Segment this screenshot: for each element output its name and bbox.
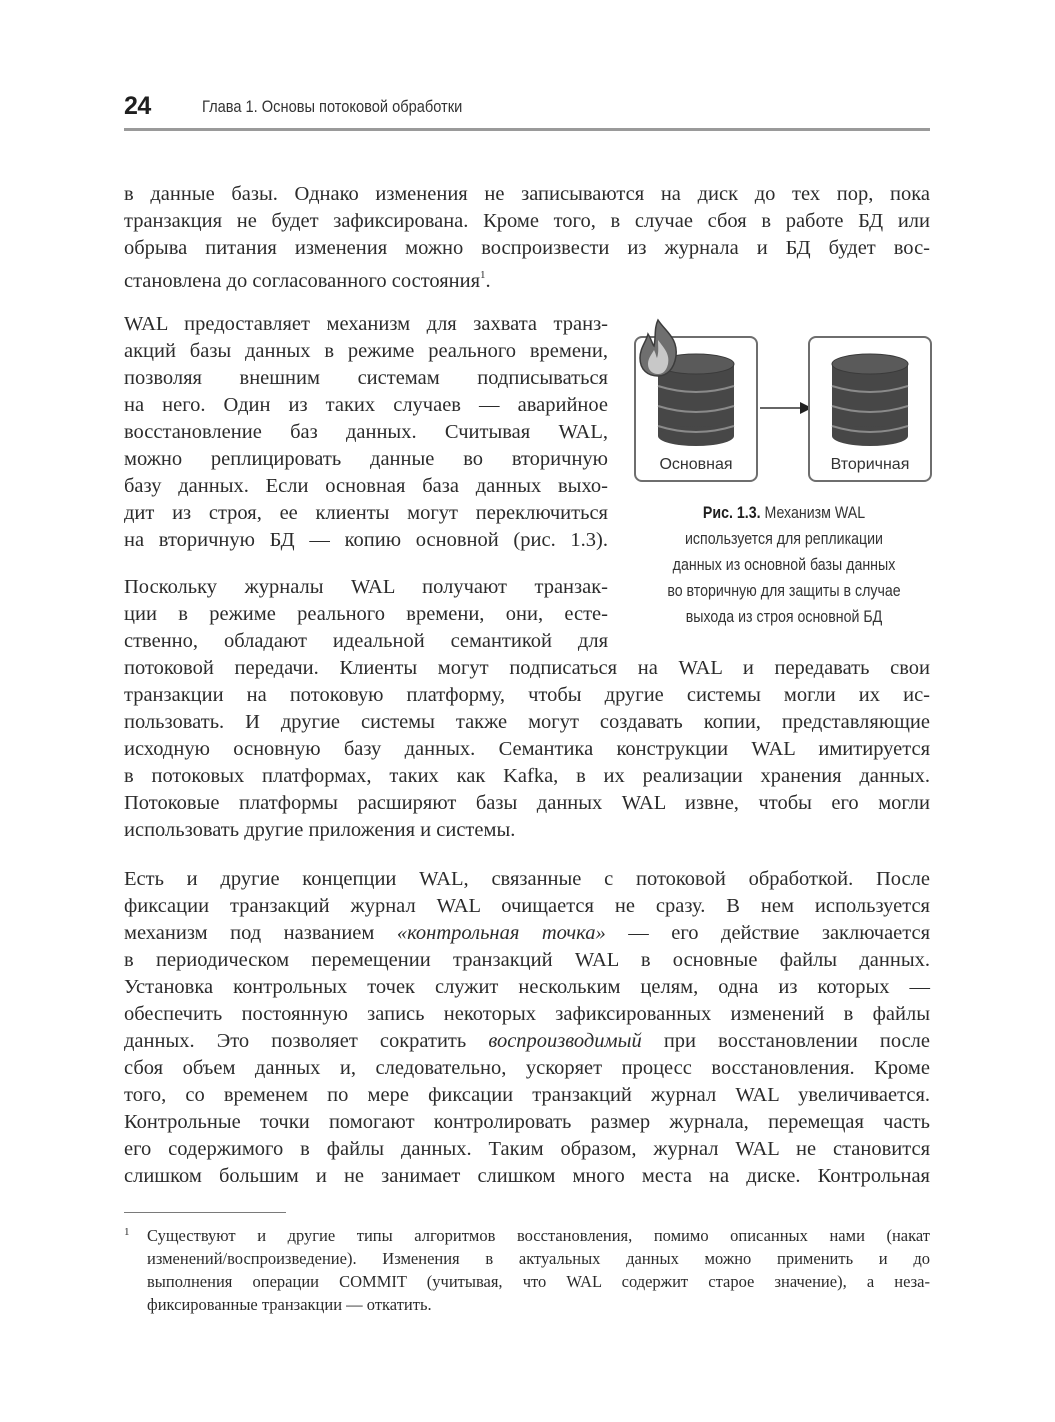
caption-line (655, 500, 913, 526)
text-line: базу данных. Если основная база данных выхо- (124, 475, 608, 497)
footnote-ref[interactable]: 1 (480, 269, 486, 281)
figure-caption (634, 500, 934, 630)
text-line: слишком большим и не занимает слишком много места на диске. Контрольная (124, 1165, 930, 1187)
text-line: дит из строя, ее клиенты могут переключиться (124, 502, 608, 524)
running-head: Глава 1. Основы потоковой обработки (202, 97, 463, 116)
text-line (124, 1028, 930, 1055)
page-number: 24 (124, 92, 151, 120)
caption-line: данных из основной базы данных (672, 556, 896, 574)
text: данных. Это позволяет сократить (124, 1030, 489, 1052)
flame-icon (636, 318, 680, 378)
database-icon (830, 352, 910, 448)
text-line: акций базы данных в режиме реального времени, (124, 340, 608, 362)
text-line: использовать другие приложения и системы. (124, 819, 516, 841)
text: при восстановлении после (641, 1030, 931, 1052)
text: . (485, 270, 491, 292)
footnote-line: Существуют и другие типы алгоритмов восстановления, помимо описанных нами (накат (147, 1226, 930, 1245)
text-line: восстановление баз данных. Считывая WAL, (124, 421, 608, 443)
text-line: пользовать. И другие системы также могут создавать копии, представляющие (124, 711, 930, 733)
footnote-divider (124, 1212, 286, 1213)
text-line: ственно, обладают идеальной семантикой для (124, 630, 608, 652)
text-line: транзакция не будет зафиксирована. Кроме того, в случае сбоя в работе БД или (124, 210, 930, 232)
caption-number: Рис. 1.3. (702, 504, 761, 522)
text-line: в потоковых платформах, таких как Kafka, в их реализации хранения данных. (124, 765, 930, 787)
text-line: Контрольные точки помогают контролировать размер журнала, перемещая часть (124, 1111, 930, 1133)
text-line: его содержимого в файлы данных. Таким образом, журнал WAL не становится (124, 1138, 930, 1160)
caption-line: используется для репликации (685, 530, 883, 548)
text-line (124, 262, 930, 292)
caption-line: во вторичную для защиты в случае (667, 582, 901, 600)
emphasis-term: воспроизводимый (488, 1030, 642, 1052)
primary-db-label: Основная (659, 456, 733, 473)
text-line: потоковой передачи. Клиенты могут подписаться на WAL и передавать свои (124, 657, 930, 679)
text-line: в данные базы. Однако изменения не записываются на диск до тех пор, пока (124, 183, 930, 205)
text-line: в периодическом перемещении транзакций WAL в основные файлы данных. (124, 949, 930, 971)
text: — его действие заключается (605, 922, 931, 944)
arrow-right-icon (760, 401, 812, 415)
text-line: транзакции на потоковую платформу, чтобы другие системы могли их ис- (124, 684, 930, 706)
figure-wal-replication (634, 318, 934, 483)
text-line: можно реплицировать данные во вторичную (124, 448, 608, 470)
page-header (124, 92, 930, 131)
text-line: Потоковые платформы расширяют базы данных WAL извне, чтобы его могли (124, 792, 930, 814)
text-line: Установка контрольных точек служит нескольким целям, одна из которых — (124, 976, 930, 998)
text-line: Есть и другие концепции WAL, связанные с потоковой обработкой. После (124, 868, 930, 890)
text-line: WAL предоставляет механизм для захвата транз- (124, 313, 608, 335)
footnote-line: выполнения операции COMMIT (учитывая, что WAL содержит старое значение), а неза- (147, 1272, 930, 1291)
text-line: Поскольку журналы WAL получают транзак- (124, 576, 608, 598)
text-line: сбоя объем данных и, следовательно, ускоряет процесс восстановления. Кроме (124, 1057, 930, 1079)
text-line: исходную основную базу данных. Семантика конструкции WAL имитируется (124, 738, 930, 760)
text-line: ции в режиме реального времени, они, есте- (124, 603, 608, 625)
footnote-line: изменений/воспроизведение). Изменения в актуальных данных можно применить и до (147, 1249, 930, 1268)
text: механизм под названием (124, 922, 397, 944)
secondary-db-label: Вторичная (830, 456, 910, 473)
footnote-line: фиксированные транзакции — откатить. (147, 1295, 432, 1314)
text-line: на него. Один из таких случаев — аварийное (124, 394, 608, 416)
text: становлена до согласованного состояния (124, 270, 481, 292)
text-line: позволяя внешним системам подписываться (124, 367, 608, 389)
emphasis-term: «контрольная точка» (396, 922, 606, 944)
secondary-db-box (808, 336, 932, 482)
text-line: обрыва питания изменения можно воспроизвести из журнала и БД будет вос- (124, 237, 930, 259)
text-line: того, со временем по мере фиксации транзакций журнал WAL увеличивается. (124, 1084, 930, 1106)
footnote-marker: 1 (124, 1226, 130, 1238)
text-line: на вторичную БД — копию основной (рис. 1.3). (124, 529, 608, 551)
text-line: обеспечить постоянную запись некоторых зафиксированных изменений в файлы (124, 1003, 930, 1025)
caption-line: выхода из строя основной БД (685, 608, 883, 626)
text-line (124, 920, 930, 947)
text-line: фиксации транзакций журнал WAL очищается не сразу. В нем используется (124, 895, 930, 917)
caption-text: Механизм WAL (764, 504, 866, 522)
